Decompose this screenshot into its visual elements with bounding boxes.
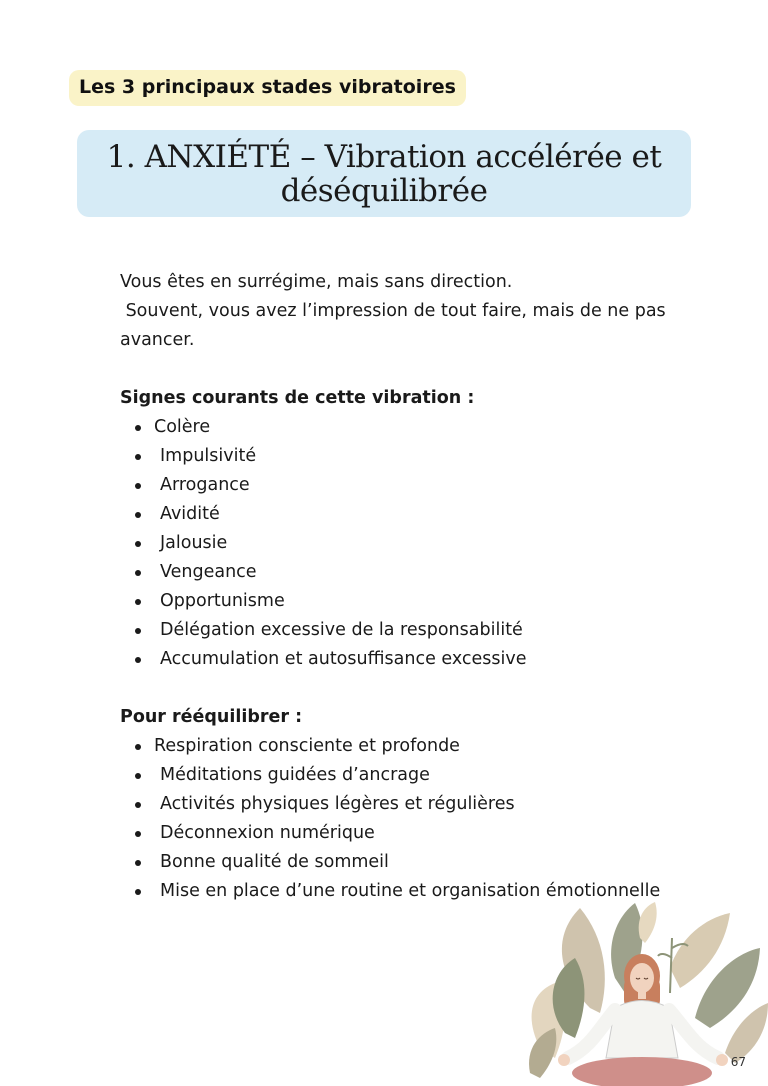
list-item: Bonne qualité de sommeil [120, 848, 720, 877]
bullet-icon [135, 512, 141, 518]
list-item: Arrogance [120, 471, 720, 500]
bullet-icon [135, 454, 141, 460]
section-tag: Les 3 principaux stades vibratoires [69, 70, 466, 106]
rebalance-list [120, 732, 720, 906]
title-line-1: 1. ANXIÉTÉ – Vibration accélérée et [106, 138, 662, 175]
list-item: Colère [120, 413, 720, 442]
bullet-icon [135, 773, 141, 779]
list-item: Avidité [120, 500, 720, 529]
bullet-icon [135, 860, 141, 866]
list-item: Respiration consciente et profonde [120, 732, 720, 761]
intro-line-1: Vous êtes en surrégime, mais sans direction. [120, 272, 513, 292]
intro-line-3: avancer. [120, 330, 195, 350]
bullet-icon [135, 628, 141, 634]
intro-line-2: Souvent, vous avez l’impression de tout faire, mais de ne pas [120, 301, 666, 321]
title-box [77, 130, 691, 217]
signs-heading: Signes courants de cette vibration : [120, 388, 475, 408]
bullet-icon [135, 744, 141, 750]
content [120, 268, 720, 906]
list-item: Déconnexion numérique [120, 819, 720, 848]
bullet-icon [135, 483, 141, 489]
bullet-icon [135, 889, 141, 895]
bullet-icon [135, 425, 141, 431]
bullet-icon [135, 657, 141, 663]
page-title [87, 140, 682, 208]
list-item: Activités physiques légères et régulières [120, 790, 720, 819]
signs-list [120, 413, 720, 674]
title-line-2: déséquilibrée [280, 172, 488, 209]
list-item: Méditations guidées d’ancrage [120, 761, 720, 790]
list-item: Mise en place d’une routine et organisation émotionnelle [120, 877, 720, 906]
list-item: Impulsivité [120, 442, 720, 471]
bullet-icon [135, 541, 141, 547]
list-item: Accumulation et autosuffisance excessive [120, 645, 720, 674]
bullet-icon [135, 599, 141, 605]
bullet-icon [135, 570, 141, 576]
list-item: Jalousie [120, 529, 720, 558]
rebalance-heading: Pour rééquilibrer : [120, 707, 303, 727]
bullet-icon [135, 802, 141, 808]
list-item: Opportunisme [120, 587, 720, 616]
list-item: Vengeance [120, 558, 720, 587]
bullet-icon [135, 831, 141, 837]
page-number: 67 [730, 1055, 746, 1069]
list-item: Délégation excessive de la responsabilité [120, 616, 720, 645]
